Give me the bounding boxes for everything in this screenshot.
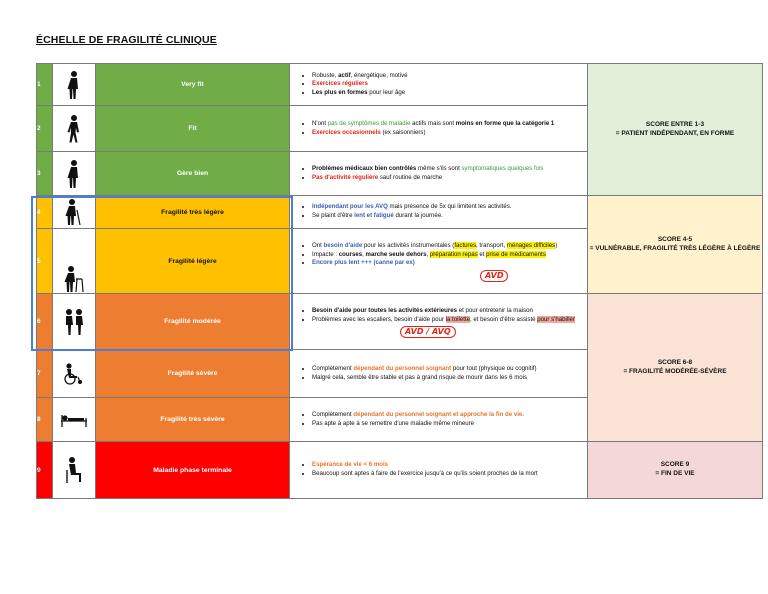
description-segment: Encore plus lent +++ (canne par ex) xyxy=(312,259,415,267)
person-seated-icon xyxy=(53,442,96,499)
description-segment: lent et fatigué xyxy=(354,212,394,219)
description-segment: pour leur âge xyxy=(367,88,406,96)
description-segment: durant la journée. xyxy=(393,212,443,219)
description-segment: actifs mais sont xyxy=(410,119,456,127)
description-segment: Problèmes avec les escaliers, besoin d'aide pour xyxy=(312,315,446,323)
description-item xyxy=(312,129,583,138)
level-description xyxy=(290,152,588,196)
description-segment: pour tout (physique ou cognitif) xyxy=(451,364,537,372)
description-segment: , énergétique, motivé xyxy=(350,71,408,79)
description-segment: et pour entretenir la maison xyxy=(457,306,533,314)
standing-person-icon xyxy=(53,64,96,106)
table-row xyxy=(37,442,763,499)
description-segment: Malgré cela, semble être stable et pas à grand risque de mourir dans les 6 mois xyxy=(312,373,528,381)
description-item xyxy=(312,120,583,129)
description-item xyxy=(312,203,583,212)
description-segment: symptomatiques quelques fois xyxy=(461,164,544,172)
description-item xyxy=(312,420,583,429)
description-item xyxy=(312,212,583,221)
score-title: SCORE 6-8 xyxy=(657,358,693,366)
level-number: 4 xyxy=(37,196,53,229)
description-item xyxy=(312,80,583,89)
description-segment: Espérance de vie < 6 mois xyxy=(312,461,389,469)
walking-person-icon xyxy=(53,106,96,152)
score-box xyxy=(588,196,763,294)
description-item xyxy=(312,242,583,251)
table-row xyxy=(37,64,763,106)
description-segment: pour s'habiller xyxy=(537,315,575,323)
level-number: 9 xyxy=(37,442,53,499)
description-segment: . xyxy=(522,410,524,418)
description-segment: Problèmes médicaux bien contrôlés xyxy=(312,164,417,172)
level-number: 2 xyxy=(37,106,53,152)
person-with-cane-icon xyxy=(53,196,96,229)
handwritten-annotation: AVD xyxy=(480,270,508,282)
description-segment: , transport, xyxy=(476,242,507,250)
level-label: Fragilité très légère xyxy=(96,196,290,229)
level-description xyxy=(290,398,588,442)
person-with-walker-icon xyxy=(53,229,96,294)
description-segment: Impacte : xyxy=(312,250,339,258)
level-label: Gère bien xyxy=(96,152,290,196)
score-meaning: = FIN DE VIE xyxy=(655,470,695,477)
description-segment: pas de symptômes de maladie xyxy=(327,119,411,127)
table-row xyxy=(37,294,763,350)
description-item xyxy=(312,72,583,81)
description-segment: même s'ils sont xyxy=(416,164,462,172)
description-segment: , et besoin d'être assisté xyxy=(470,315,538,323)
page-title: ÉCHELLE DE FRAGILITÉ CLINIQUE xyxy=(36,34,217,46)
description-segment: Besoin d'aide pour toutes les activités extérieures xyxy=(312,306,458,314)
description-segment: Exercices réguliers xyxy=(312,80,368,88)
description-list xyxy=(290,165,583,182)
description-segment: besoin d'aide xyxy=(323,242,363,250)
level-number: 7 xyxy=(37,350,53,398)
description-segment: Robuste, xyxy=(312,71,339,79)
level-label: Maladie phase terminale xyxy=(96,442,290,499)
score-box xyxy=(588,442,763,499)
description-segment: marche seule dehors xyxy=(365,250,427,258)
level-label: Fragilité modérée xyxy=(96,294,290,350)
description-segment: Exercices occasionnels xyxy=(312,128,381,136)
description-segment: N'ont xyxy=(312,119,328,127)
description-segment: ménages difficiles xyxy=(506,242,556,250)
level-description xyxy=(290,196,588,229)
description-item xyxy=(312,316,583,325)
description-segment: pour les activités instrumentales ( xyxy=(362,242,455,250)
score-meaning: = FRAGILITÉ MODÉRÉE-SÉVÈRE xyxy=(623,367,727,375)
description-list xyxy=(290,203,583,220)
description-segment: courses xyxy=(338,250,363,258)
description-segment: Les plus en formes xyxy=(312,88,368,96)
description-segment: , xyxy=(426,250,430,258)
description-item xyxy=(312,365,583,374)
level-description xyxy=(290,442,588,499)
description-segment: et xyxy=(477,250,487,258)
description-segment: Pas apte à apte à se remettre d'une maladie même mineure xyxy=(312,419,475,427)
table-row xyxy=(37,196,763,229)
description-segment: Complètement xyxy=(312,364,354,372)
description-segment: (ex saisonniers) xyxy=(380,128,426,136)
level-label: Very fit xyxy=(96,64,290,106)
description-segment: factures xyxy=(454,242,477,250)
description-segment: Pas d'activité régulière xyxy=(312,173,379,181)
description-segment: Beaucoup sont aptes à faire de l'exercice jusqu'à ce qu'ils soient proches de la mort xyxy=(312,470,538,477)
description-segment: Indépendant pour les AVQ xyxy=(312,203,388,211)
description-segment: moins en forme que la catégorie 1 xyxy=(455,119,555,127)
level-label: Fragilité sévère xyxy=(96,350,290,398)
description-list xyxy=(290,242,583,268)
handwritten-annotation: AVD / AVQ xyxy=(400,326,456,338)
description-list xyxy=(290,411,583,428)
description-item xyxy=(312,174,583,183)
level-label: Fragilité légère xyxy=(96,229,290,294)
level-number: 3 xyxy=(37,152,53,196)
score-box xyxy=(588,64,763,196)
description-item xyxy=(312,165,583,174)
level-label: Fit xyxy=(96,106,290,152)
description-item xyxy=(312,470,583,479)
level-description xyxy=(290,106,588,152)
description-segment: dépendant du personnel soignant xyxy=(353,364,452,372)
description-segment: actif xyxy=(338,71,351,79)
level-description xyxy=(290,64,588,106)
score-title: SCORE ENTRE 1-3 xyxy=(645,120,705,128)
level-number: 5 xyxy=(37,229,53,294)
description-list xyxy=(290,307,583,324)
description-item xyxy=(312,461,583,470)
description-segment: sauf routine de marche xyxy=(378,173,443,181)
frailty-scale-table xyxy=(36,63,763,499)
level-number: 1 xyxy=(37,64,53,106)
level-description xyxy=(290,294,588,350)
person-bed-icon xyxy=(53,398,96,442)
score-meaning: = PATIENT INDÉPENDANT, EN FORME xyxy=(615,129,735,137)
level-description xyxy=(290,229,588,294)
level-number: 6 xyxy=(37,294,53,350)
description-item xyxy=(312,307,583,316)
level-number: 8 xyxy=(37,398,53,442)
description-segment: préparation repas xyxy=(429,250,478,258)
description-segment: ) xyxy=(555,242,558,250)
description-item xyxy=(312,374,583,383)
description-segment: prise de médicaments xyxy=(486,250,546,258)
description-segment: la toilette xyxy=(445,315,470,323)
description-segment: dépendant du personnel soignant et approche la fin de vie xyxy=(353,410,523,418)
person-assisted-icon xyxy=(53,294,96,350)
description-list xyxy=(290,72,583,98)
level-label: Fragilité très sévère xyxy=(96,398,290,442)
standing-person-icon xyxy=(53,152,96,196)
description-list xyxy=(290,120,583,137)
person-wheelchair-icon xyxy=(53,350,96,398)
score-meaning: = VULNÉRABLE, FRAGILITÉ TRÈS LÉGÈRE À LÉGÈRE xyxy=(589,244,761,252)
description-list xyxy=(290,461,583,478)
description-segment: Complètement xyxy=(312,410,354,418)
description-segment: , xyxy=(362,250,366,258)
description-item xyxy=(312,89,583,98)
score-title: SCORE 4-5 xyxy=(657,235,693,243)
description-item xyxy=(312,411,583,420)
score-title: SCORE 9 xyxy=(660,461,690,469)
level-description xyxy=(290,350,588,398)
score-box xyxy=(588,294,763,442)
description-segment: Se plaint d'être xyxy=(312,212,355,219)
description-list xyxy=(290,365,583,382)
description-segment: mais présence de 5x qui limitent les activités. xyxy=(387,203,512,211)
description-item xyxy=(312,251,583,260)
description-segment: Ont xyxy=(312,242,324,250)
description-item xyxy=(312,259,583,268)
